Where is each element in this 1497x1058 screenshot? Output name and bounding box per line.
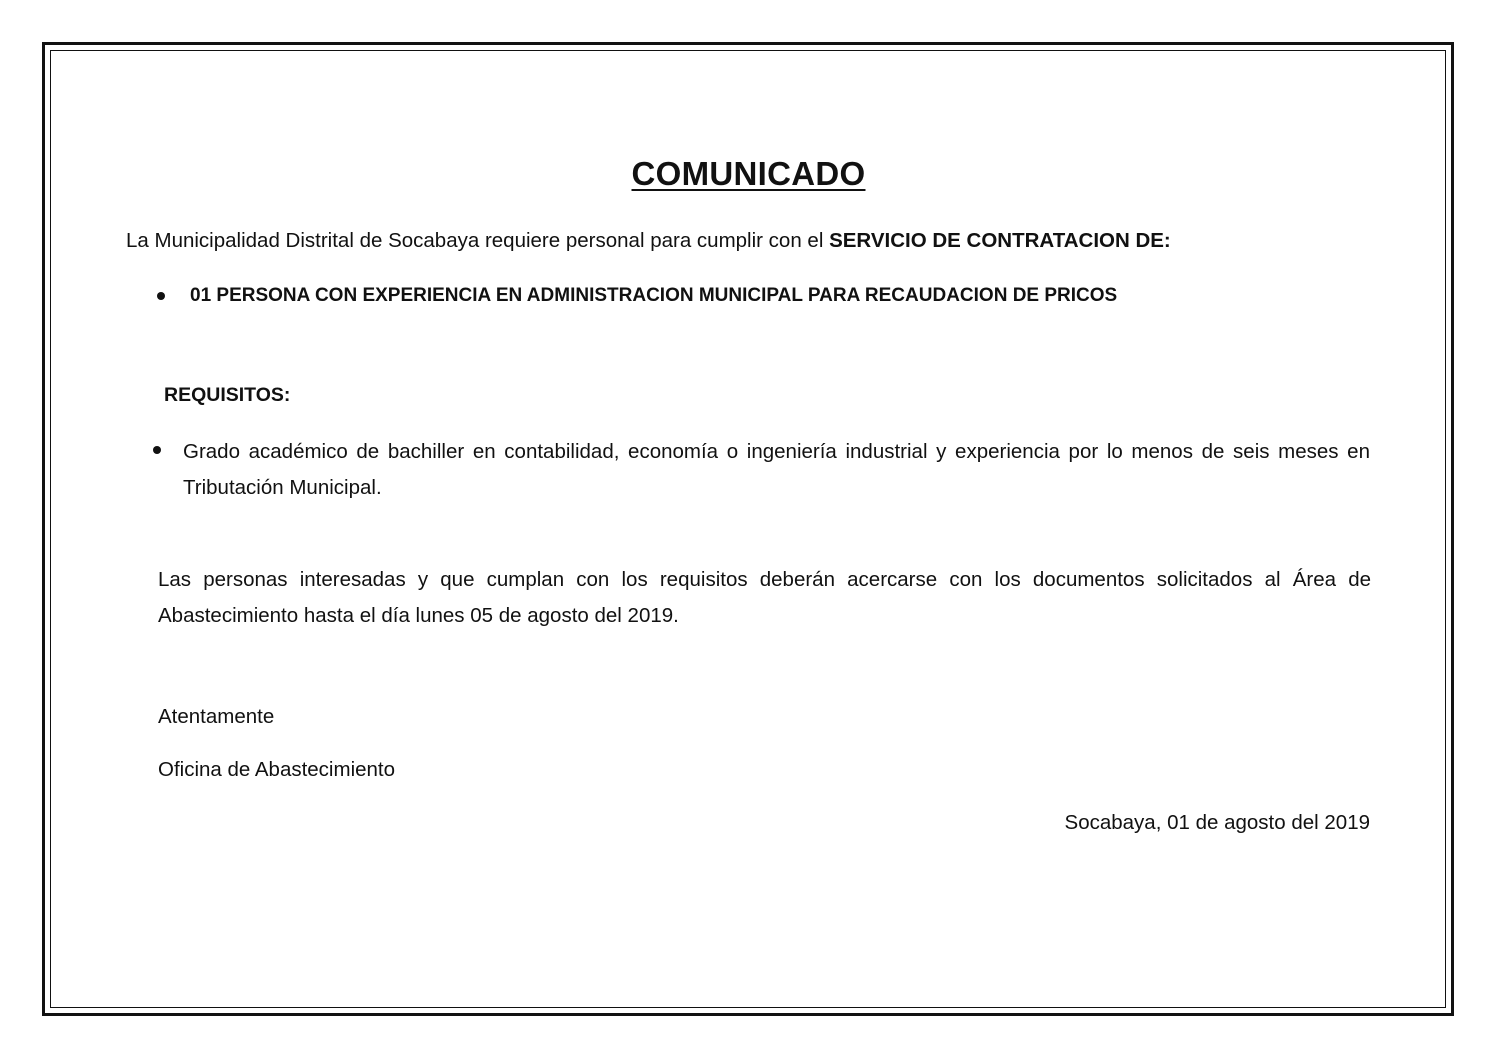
bullet-icon (157, 292, 165, 300)
instructions-paragraph: Las personas interesadas y que cumplan con los requisitos deberán acercarse con los documentos solicitados al Área de Abastecimiento hasta el día lunes 05 de agosto del 2019. (158, 568, 1371, 627)
office-name: Oficina de Abastecimiento (158, 758, 396, 781)
intro-text: La Municipalidad Distrital de Socabaya requiere personal para cumplir con el (126, 229, 830, 252)
requirement-item: Grado académico de bachiller en contabilidad, economía o ingeniería industrial y experiencia por lo menos de seis meses en Tributación Municipal. (183, 440, 1370, 499)
bullet-icon (153, 446, 161, 454)
closing-text: Atentamente (158, 705, 275, 728)
place-date: Socabaya, 01 de agosto del 2019 (1064, 811, 1370, 834)
intro-paragraph (126, 227, 1171, 255)
requirements-heading: REQUISITOS: (164, 384, 291, 406)
document-title (0, 152, 1497, 196)
document-title-text: COMUNICADO (631, 155, 866, 192)
position-item: 01 PERSONA CON EXPERIENCIA EN ADMINISTRACION MUNICIPAL PARA RECAUDACION DE PRICOS (190, 285, 1118, 306)
intro-bold-text: SERVICIO DE CONTRATACION DE: (829, 229, 1171, 252)
